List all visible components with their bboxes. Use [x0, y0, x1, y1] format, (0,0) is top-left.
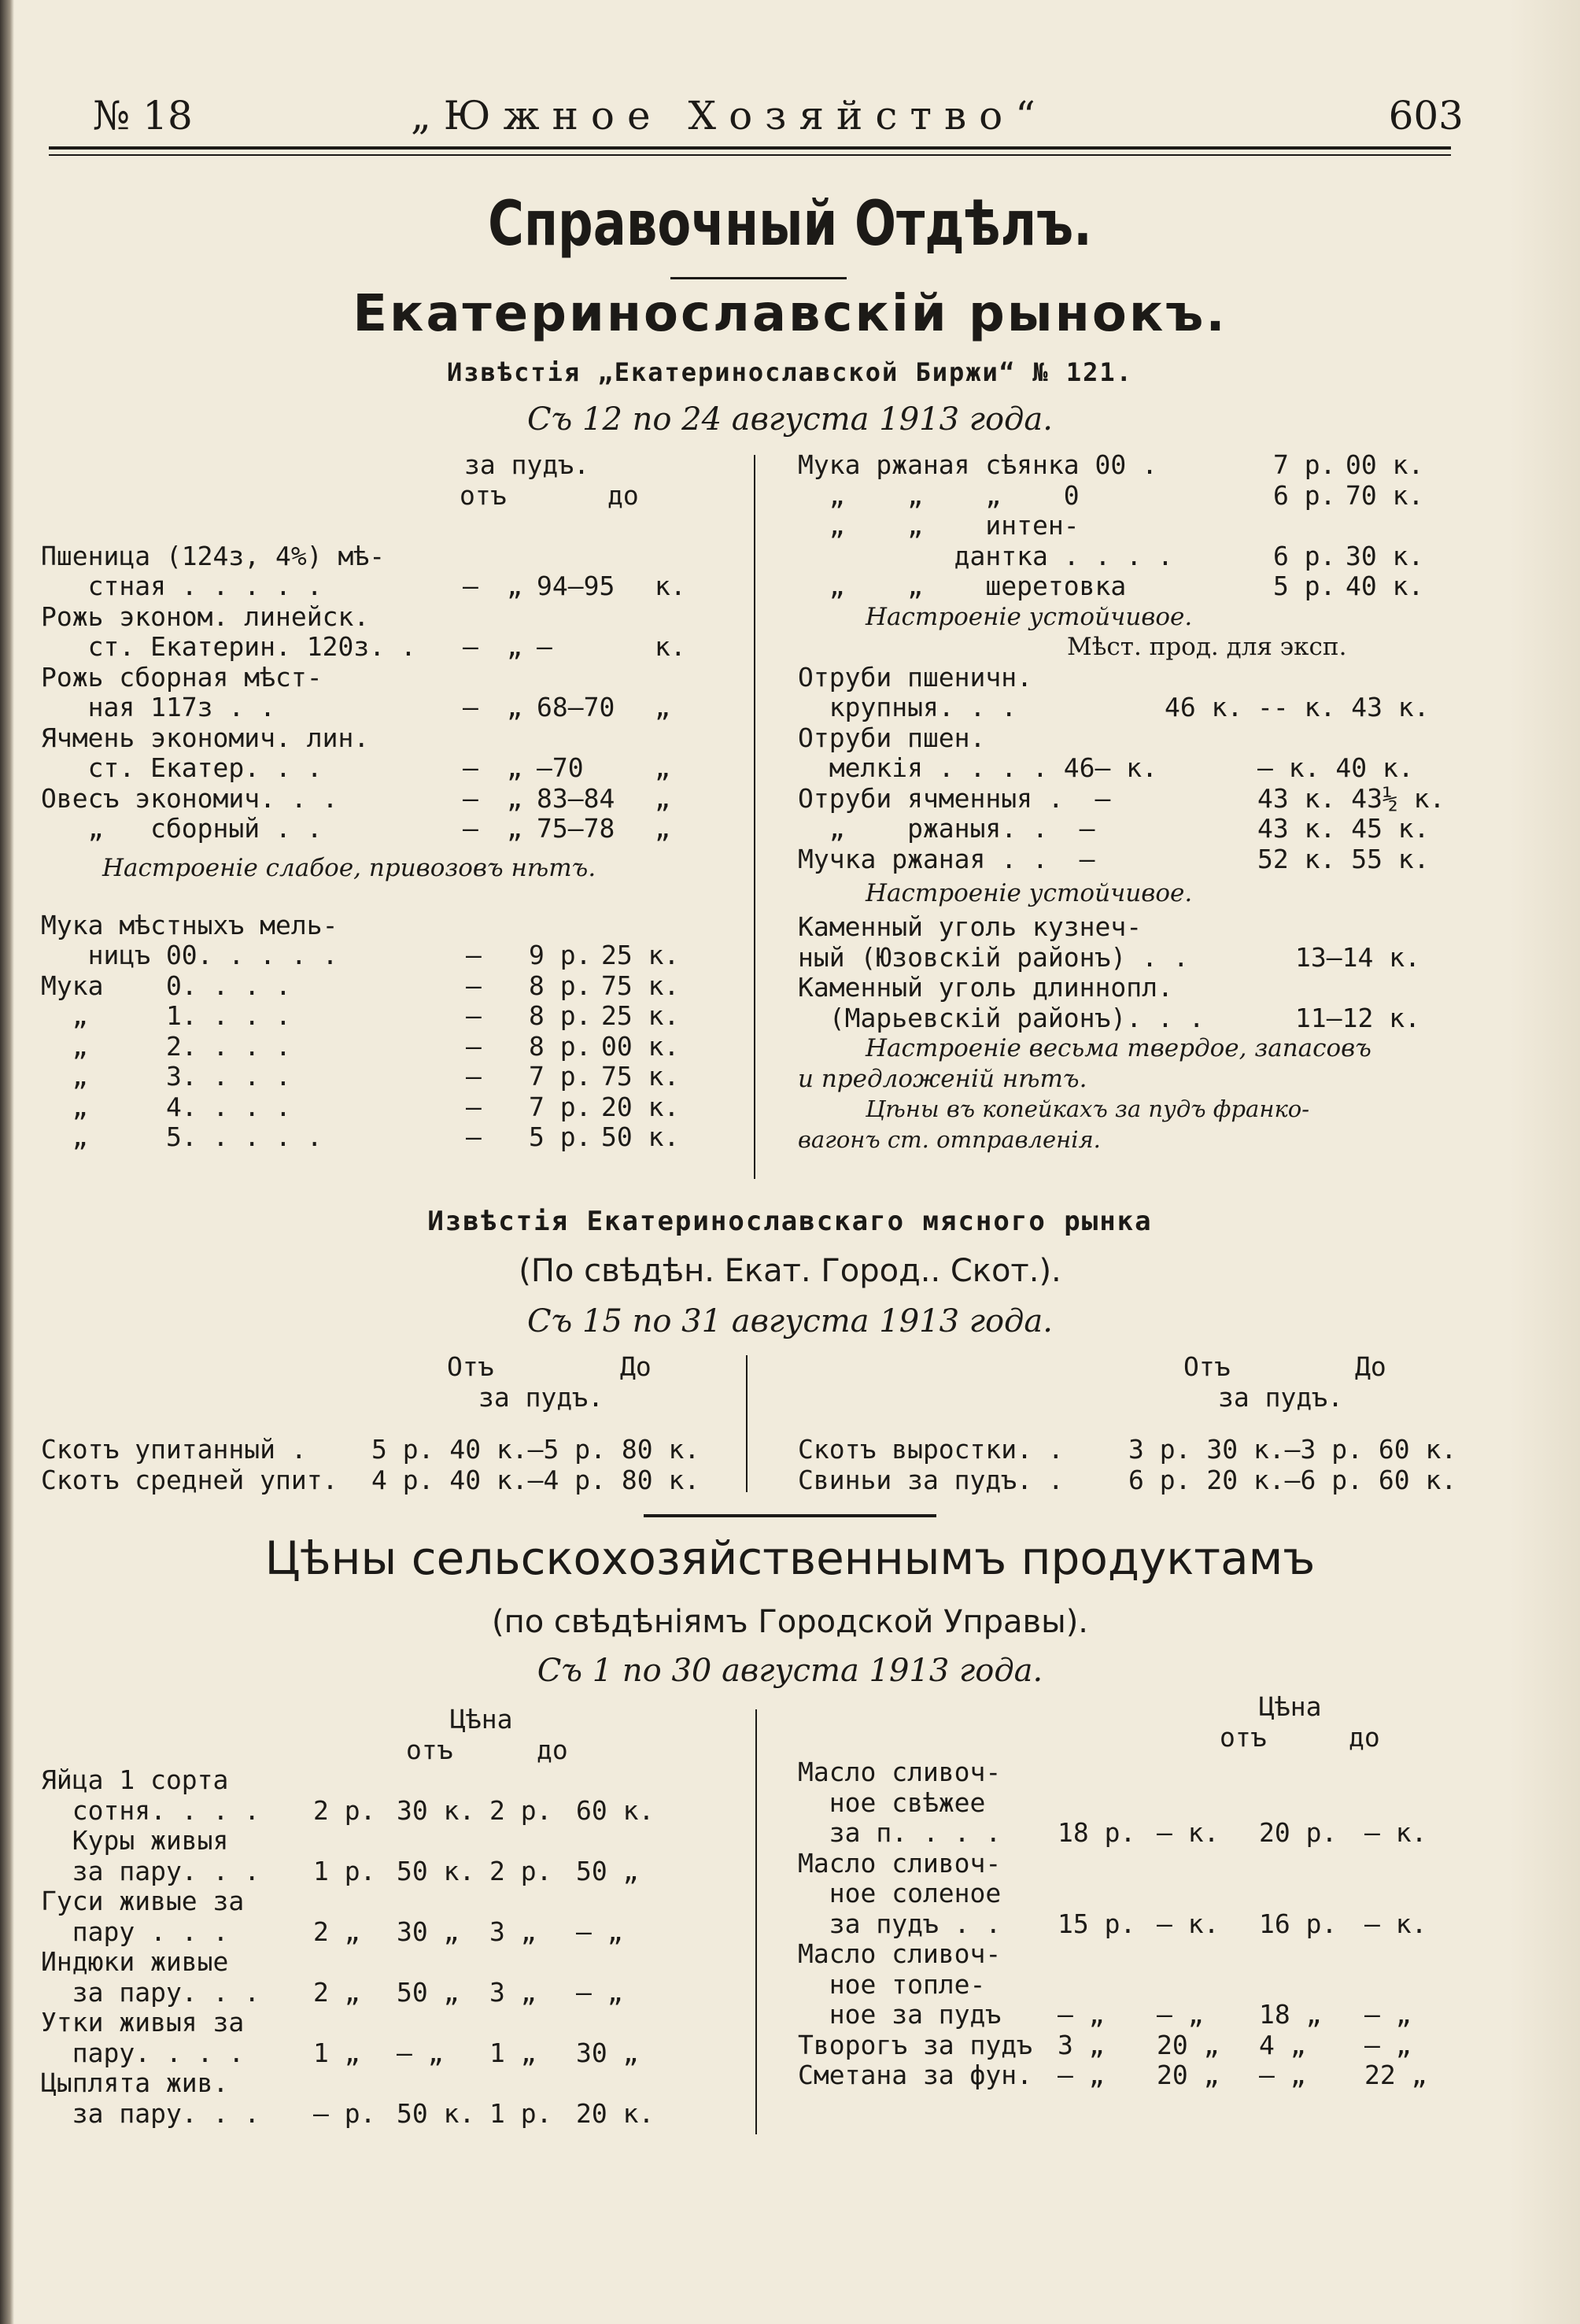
price-row-name: Творогъ за пудъ — [798, 2029, 1033, 2060]
journal-title: „Южное Хозяйство“ — [411, 93, 1048, 139]
flour-row-dash: — — [466, 1121, 482, 1152]
price-label: Цѣна — [450, 1704, 513, 1735]
grain-row-name: Рожь сборная мѣст- — [41, 661, 323, 693]
grain-row-unit: к. — [655, 631, 686, 662]
bran-row-name: Мучка ржаная . . — — [798, 843, 1095, 874]
price-row-r2: 16 р. — [1259, 1908, 1338, 1939]
price-row — [41, 2068, 733, 2099]
price-row-k2: — „ — [576, 1916, 623, 1947]
meat-row — [798, 1465, 1506, 1496]
grain-row-unit: „ — [655, 752, 670, 783]
price-row-r2: — „ — [1259, 2060, 1306, 2090]
price-row-name: за пудъ . . — [798, 1908, 1002, 1939]
flour-row-rub: 7 р. — [529, 1091, 592, 1122]
page-edge — [1509, 0, 1580, 2324]
meat-right: Отъ До за пудъ. Скотъ выростки. . 3 р. 30 к.—3 р. 60 к. Свиньи за пудъ. . 6 р. 20 к.—6 р. 60 к. — [798, 1352, 1506, 1495]
grain-row-name: ст. Екатерин. 120з. . — [41, 631, 416, 662]
price-row-name: за п. . . . — [798, 1817, 1002, 1848]
grain-row — [41, 571, 718, 602]
bran-row — [798, 753, 1506, 784]
price-row-k1: 50 к. — [397, 2097, 475, 2129]
flour-row — [41, 1032, 718, 1062]
meat-row — [41, 1465, 733, 1496]
grain-row-unit: „ — [655, 782, 670, 814]
price-row-k2: — „ — [1364, 1999, 1412, 2030]
flour-row-kop: 00 к. — [601, 1030, 680, 1062]
price-row-name: ное топле- — [798, 1968, 986, 2000]
bran-row — [798, 844, 1506, 875]
meat-row-price: 5 р. 40 к.—5 р. 80 к. — [371, 1434, 700, 1465]
grain-row-q: „ — [507, 813, 522, 844]
price-row-k2: 30 „ — [576, 2037, 639, 2068]
flour-row-kop: 25 к. — [601, 1000, 680, 1031]
grain-row-name: Рожь эконом. линейск. — [41, 600, 370, 632]
grain-row-dash: — — [463, 692, 478, 722]
price-row — [41, 1796, 733, 1827]
price-row-k2: — к. — [1364, 1908, 1427, 1939]
price-row-r2: 20 р. — [1259, 1817, 1338, 1848]
coal-row — [798, 1003, 1506, 1034]
flour-row — [41, 940, 718, 971]
price-row — [798, 1757, 1506, 1788]
price-row — [41, 1886, 733, 1917]
bran-row-a: 46 к. — [1165, 692, 1243, 722]
price-row-k1: 50 „ — [397, 1976, 460, 2008]
grain-row-dash: — — [463, 782, 478, 814]
rye-row — [798, 571, 1506, 602]
grain-row-name: ст. Екатер. . . — [41, 752, 323, 783]
column-header: отъ до — [460, 479, 639, 511]
flour-row — [41, 1062, 718, 1092]
rye-row-rub: 7 р. — [1273, 449, 1336, 480]
price-row-name: Утки живыя за — [41, 2007, 245, 2038]
price-row-k1: 30 к. — [397, 1794, 475, 1826]
flour-row-dash: — — [466, 1030, 482, 1062]
meat-col-header: Отъ До — [447, 1351, 652, 1382]
flour-row-name: „ 3. . . . — [41, 1061, 291, 1092]
flour-row-name: Мука 0. . . . — [41, 970, 291, 1001]
price-row-r1: 2 „ — [313, 1976, 360, 2008]
grain-row-q: „ — [507, 571, 522, 601]
flour-row-kop: 20 к. — [601, 1091, 680, 1122]
flour-row-rub: 7 р. — [529, 1061, 592, 1092]
grain-row-name: стная . . . . . — [41, 571, 323, 601]
rye-row — [798, 511, 1506, 541]
grain-row-price: 94—95 — [537, 571, 615, 601]
rye-row-rub: 6 р. — [1273, 479, 1336, 511]
meat-row-name: Свиньи за пудъ. . — [798, 1464, 1064, 1495]
meat-unit: за пудъ. — [478, 1381, 604, 1413]
price-row-r2: 2 р. — [489, 1855, 552, 1886]
price-row-name: Индюки живые — [41, 1946, 229, 1977]
coal-row-price: 11—12 к. — [1295, 1002, 1420, 1033]
grain-row-unit: „ — [655, 692, 670, 722]
grain-row — [41, 723, 718, 754]
grain-row — [41, 814, 718, 844]
flour-row-dash: — — [466, 940, 482, 970]
price-row-r1: 1 р. — [313, 1855, 376, 1886]
flour-row-dash: — — [466, 1061, 482, 1092]
market-title: Екатеринославскій рынокъ. — [353, 285, 1227, 343]
price-row-k1: 20 „ — [1157, 2060, 1220, 2090]
price-row-name: Гуси живые за — [41, 1886, 245, 1916]
price-row-k1: 20 „ — [1157, 2029, 1220, 2060]
page-number: 603 — [1388, 93, 1464, 139]
running-header — [47, 93, 1464, 148]
meat-row-name: Скотъ выростки. . — [798, 1434, 1064, 1465]
price-row-name: пару . . . — [41, 1916, 229, 1947]
flour-row-kop: 50 к. — [601, 1121, 680, 1152]
coal-row — [798, 912, 1506, 943]
flour-row-rub: 8 р. — [529, 1030, 592, 1062]
flour-row-name: Мука мѣстныхъ мель- — [41, 909, 338, 940]
flour-row-name: „ 4. . . . — [41, 1091, 291, 1122]
grain-row-dash: — — [463, 752, 478, 783]
price-row — [798, 1939, 1506, 1970]
grain-row — [41, 632, 718, 663]
flour-row-kop: 25 к. — [601, 940, 680, 970]
grain-row-dash: — — [463, 571, 478, 601]
bran-row-name: „ ржаныя. . — — [798, 813, 1095, 844]
meat-period: Съ 15 по 31 августа 1913 года. — [527, 1303, 1053, 1339]
price-row — [798, 1970, 1506, 2001]
book-spine-shadow — [0, 0, 14, 2324]
bran-row-b: 43 к. 43½ к. — [1257, 782, 1445, 814]
coal-note-2: вагонъ ст. отправленія. — [798, 1125, 1101, 1153]
price-row — [798, 1879, 1506, 1909]
price-row-r2: 18 „ — [1259, 1999, 1322, 2030]
meat-row-price: 4 р. 40 к.—4 р. 80 к. — [371, 1464, 700, 1495]
flour-row — [41, 1001, 718, 1032]
meat-row-price: 3 р. 30 к.—3 р. 60 к. — [1128, 1434, 1457, 1465]
grain-row — [41, 541, 718, 572]
flour-row-rub: 5 р. — [529, 1121, 592, 1152]
price-row-k2: 20 к. — [576, 2097, 655, 2129]
price-row — [798, 1818, 1506, 1849]
flour-row-kop: 75 к. — [601, 1061, 680, 1092]
prices-left: Цѣна отъ до Яйца 1 сорта сотня. . . . 2 р. 30 к. 2 р. 60 к. Куры живыя за пару. . . 1 р. 50 к. 2 р. 50 „ Гуси живые за пару . . . 2 „ 30 „ 3 „ — „ Индюки живые за пару. . . 2 „ 50 „ 3 „ — „ Утки живыя за пару. . . . 1 „ — „ 1 „ 30 „ Цыплята жив. за пару. . . — р. 50 к. 1 р. 20 к. — [41, 1705, 733, 2129]
flour-row — [41, 1122, 718, 1153]
grain-row-price: 83—84 — [537, 782, 615, 814]
unit-header: за пудъ. — [464, 449, 589, 480]
prices-title: Цѣны сельскохозяйственнымъ продуктамъ — [264, 1531, 1316, 1585]
grain-row — [41, 784, 718, 815]
rye-row — [798, 481, 1506, 512]
bran-row — [798, 693, 1506, 723]
bran-row-b: -- к. 43 к. — [1257, 692, 1430, 722]
flour-row — [41, 1092, 718, 1123]
header-rule-thin — [49, 154, 1451, 156]
price-row-k2: — к. — [1364, 1817, 1427, 1848]
price-row-k2: — „ — [1364, 2029, 1412, 2060]
meat-row-name: Скотъ упитанный . — [41, 1434, 307, 1465]
price-row-r2: 1 р. — [489, 2097, 552, 2129]
header-rule-thick — [49, 146, 1451, 150]
grain-row-unit: к. — [655, 571, 686, 601]
bran-mood: Настроеніе устойчивое. — [866, 879, 1193, 907]
grain-row-q: „ — [507, 631, 522, 662]
price-row — [41, 1857, 733, 1887]
price-row-k1: 50 к. — [397, 1855, 475, 1886]
bran-row-name: крупныя. . . — [798, 692, 1017, 722]
coal-row-name: (Марьевскій районъ). . . — [798, 1002, 1205, 1033]
flour-row-rub: 9 р. — [529, 940, 592, 970]
rye-row-kop: 40 к. — [1346, 571, 1424, 601]
price-row-r2: 3 „ — [489, 1916, 537, 1947]
meat-title: Извѣстія Екатеринославскаго мясного рынка — [427, 1206, 1153, 1237]
grain-row-dash: — — [463, 813, 478, 844]
price-row-name: сотня. . . . — [41, 1794, 260, 1826]
coal-row-name: ный (Юзовскій районъ) . . — [798, 941, 1189, 973]
issue-number: № 18 — [93, 93, 193, 139]
grain-row-q: „ — [507, 692, 522, 722]
rye-row — [798, 450, 1506, 481]
flour-row — [41, 971, 718, 1002]
grain-row — [41, 753, 718, 784]
flour-row-rub: 8 р. — [529, 1000, 592, 1031]
price-row-r1: 18 р. — [1058, 1817, 1136, 1848]
meat-divider — [746, 1355, 748, 1492]
price-row-name: Цыплята жив. — [41, 2067, 229, 2098]
grain-row-unit: „ — [655, 813, 670, 844]
grain-row-name: Ячмень экономич. лин. — [41, 722, 370, 753]
price-row-k1: — к. — [1157, 1817, 1220, 1848]
meat-row — [798, 1435, 1506, 1465]
coal-row-name: Каменный уголь кузнеч- — [798, 911, 1143, 942]
price-row-r1: — р. — [313, 2097, 376, 2129]
grain-row-q: „ — [507, 782, 522, 814]
price-row-k1: — „ — [1157, 1999, 1204, 2030]
meat-row-name: Скотъ средней упит. — [41, 1464, 338, 1495]
coal-mood-2: и предложеній нѣтъ. — [798, 1064, 1087, 1093]
bran-row — [798, 723, 1506, 754]
flour-row-dash: — — [466, 1000, 482, 1031]
meat-row-price: 6 р. 20 к.—6 р. 60 к. — [1128, 1464, 1457, 1495]
price-row — [798, 2060, 1506, 2091]
price-row-name: Масло сливоч- — [798, 1938, 1002, 1969]
grain-row-dash: — — [463, 631, 478, 662]
grain-row-price: 68—70 — [537, 692, 615, 722]
market-period: Съ 12 по 24 августа 1913 года. — [527, 401, 1053, 438]
price-row-r1: 1 „ — [313, 2037, 360, 2068]
flour-row-name: „ 1. . . . — [41, 1000, 291, 1031]
rye-column — [798, 450, 1506, 1155]
price-row — [41, 1947, 733, 1978]
price-row-name: за пару. . . — [41, 1976, 260, 2008]
bran-row-b: 43 к. 45 к. — [1257, 813, 1430, 844]
price-row-name: Яйца 1 сорта — [41, 1764, 229, 1795]
price-row-name: ное за пудъ — [798, 1999, 1002, 2030]
price-row-r1: 2 „ — [313, 1916, 360, 1947]
price-row-r2: 4 „ — [1259, 2029, 1306, 2060]
grain-row-name: Овесъ экономич. . . — [41, 782, 338, 814]
grain-row-price: 75—78 — [537, 813, 615, 844]
flour-row-name: ницъ 00. . . . . — [41, 940, 338, 970]
rye-row-kop: 70 к. — [1346, 479, 1424, 511]
bran-row — [798, 814, 1506, 844]
rye-row-name: дантка . . . . — [798, 540, 1173, 571]
price-row-k2: — „ — [576, 1976, 623, 2008]
grain-row-name: Пшеница (124з, 4%) мѣ- — [41, 540, 386, 571]
price-row-k2: 60 к. — [576, 1794, 655, 1826]
prices-period: Съ 1 по 30 августа 1913 года. — [537, 1653, 1043, 1689]
flour-row — [41, 911, 718, 941]
price-row-name: ное соленое — [798, 1878, 1002, 1908]
price-row-name: пару. . . . — [41, 2037, 245, 2068]
price-row-k1: — „ — [397, 2037, 444, 2068]
grain-row — [41, 663, 718, 693]
rye-row-rub: 6 р. — [1273, 540, 1336, 571]
bran-row-b: — к. 40 к. — [1257, 752, 1414, 783]
price-row-r1: — „ — [1058, 1999, 1105, 2030]
price-row-r1: 2 р. — [313, 1794, 376, 1826]
price-row — [41, 2038, 733, 2069]
prices-source: (по свѣдѣніямъ Городской Управы). — [491, 1604, 1089, 1640]
price-row — [798, 2000, 1506, 2030]
grain-row-price: — — [537, 631, 552, 662]
flour-row-dash: — — [466, 970, 482, 1001]
bran-row-name: Отруби пшен. — [798, 722, 986, 753]
bran-row — [798, 784, 1506, 815]
price-row — [41, 1917, 733, 1948]
price-row — [41, 2008, 733, 2038]
grain-row-price: —70 — [537, 752, 584, 783]
price-row-name: ное свѣжее — [798, 1786, 986, 1818]
price-row-k1: 30 „ — [397, 1916, 460, 1947]
rye-row-name: Мука ржаная сѣянка 00 . — [798, 449, 1157, 480]
rye-row-name: „ „ интен- — [798, 510, 1080, 541]
price-row-r2: 3 „ — [489, 1976, 537, 2008]
coal-note-1: Цѣны въ копейкахъ за пудъ франко- — [866, 1095, 1310, 1122]
rye-row-rub: 5 р. — [1273, 571, 1336, 601]
price-row — [41, 1826, 733, 1857]
prices-rule — [644, 1514, 936, 1517]
coal-row-name: Каменный уголь длиннопл. — [798, 972, 1173, 1003]
rye-row-name: „ „ „ 0 — [798, 479, 1080, 511]
rye-row-kop: 00 к. — [1346, 449, 1424, 480]
section-title: Справочный Отдѣлъ. — [488, 189, 1092, 260]
bran-row-name: мелкія . . . . 46— к. — [798, 752, 1157, 783]
price-row — [798, 1849, 1506, 1879]
price-row-r2: 2 р. — [489, 1794, 552, 1826]
rye-row-name: „ „ шеретовка — [798, 571, 1127, 601]
grain-row-q: „ — [507, 752, 522, 783]
bran-row-name: Отруби ячменныя . — — [798, 782, 1111, 814]
coal-row — [798, 943, 1506, 974]
column-divider — [754, 455, 755, 1179]
price-row-k2: 50 „ — [576, 1855, 639, 1886]
flour-row-name: „ 2. . . . — [41, 1030, 291, 1062]
price-row-name: Масло сливоч- — [798, 1757, 1002, 1787]
coal-row-price: 13—14 к. — [1295, 941, 1420, 973]
grain-column — [41, 450, 718, 1153]
price-row-k1: — к. — [1157, 1908, 1220, 1939]
flour-row-name: „ 5. . . . . — [41, 1121, 323, 1152]
price-row-k2: 22 „ — [1364, 2060, 1427, 2090]
grain-row-name: ная 117з . . — [41, 692, 276, 722]
coal-row — [798, 973, 1506, 1003]
bran-row — [798, 663, 1506, 693]
price-row-name: за пару. . . — [41, 1855, 260, 1886]
price-row-name: Сметана за фун. — [798, 2060, 1033, 2090]
bran-row-b: 52 к. 55 к. — [1257, 843, 1430, 874]
meat-left — [41, 1352, 733, 1495]
export-header: Мѣст. прод. для эксп. — [1067, 633, 1347, 661]
market-source: Извѣстія „Екатеринославской Биржи“ № 121. — [447, 357, 1133, 387]
grain-row — [41, 693, 718, 723]
price-row — [41, 2099, 733, 2130]
grain-mood: Настроеніе слабое, привозовъ нѣтъ. — [102, 853, 596, 882]
price-row — [798, 1788, 1506, 1819]
title-rule — [670, 277, 847, 279]
grain-row — [41, 602, 718, 633]
rye-row — [798, 541, 1506, 572]
grain-row-name: „ сборный . . — [41, 813, 323, 844]
prices-divider — [755, 1709, 757, 2134]
coal-mood-1: Настроеніе весьма твердое, запасовъ — [866, 1034, 1371, 1062]
flour-row-rub: 8 р. — [529, 970, 592, 1001]
flour-row-kop: 75 к. — [601, 970, 680, 1001]
price-row — [41, 1978, 733, 2008]
meat-source: (По свѣдѣн. Екат. Город.. Скот.). — [519, 1253, 1061, 1289]
price-row-name: Масло сливоч- — [798, 1847, 1002, 1879]
price-row-name: за пару. . . — [41, 2097, 260, 2129]
price-row-name: Куры живыя — [41, 1825, 229, 1856]
price-row — [41, 1765, 733, 1796]
prices-right: Цѣна отъ до Масло сливоч- ное свѣжее за п. . . . 18 р. — к. 20 р. — к. Масло сливоч- ное соленое за пудъ . . 15 р. — к. 16 р. — к. Масло сливоч- ное топле- ное за пудъ — „ — „ 18 „ — „ Творогъ за пудъ 3 „ 20 „ 4 „ — „ Сметана за фун. — „ 20 „ — „ 22 „ — [798, 1692, 1506, 2091]
bran-row-name: Отруби пшеничн. — [798, 661, 1033, 693]
price-row-r2: 1 „ — [489, 2037, 537, 2068]
price-row-r1: — „ — [1058, 2060, 1105, 2090]
rye-mood: Настроеніе устойчивое. — [866, 602, 1193, 631]
price-row-r1: 15 р. — [1058, 1908, 1136, 1939]
flour-row-dash: — — [466, 1091, 482, 1122]
rye-row-kop: 30 к. — [1346, 540, 1424, 571]
price-row — [798, 1909, 1506, 1940]
price-row — [798, 2030, 1506, 2061]
price-row-r1: 3 „ — [1058, 2029, 1105, 2060]
meat-row — [41, 1435, 733, 1465]
